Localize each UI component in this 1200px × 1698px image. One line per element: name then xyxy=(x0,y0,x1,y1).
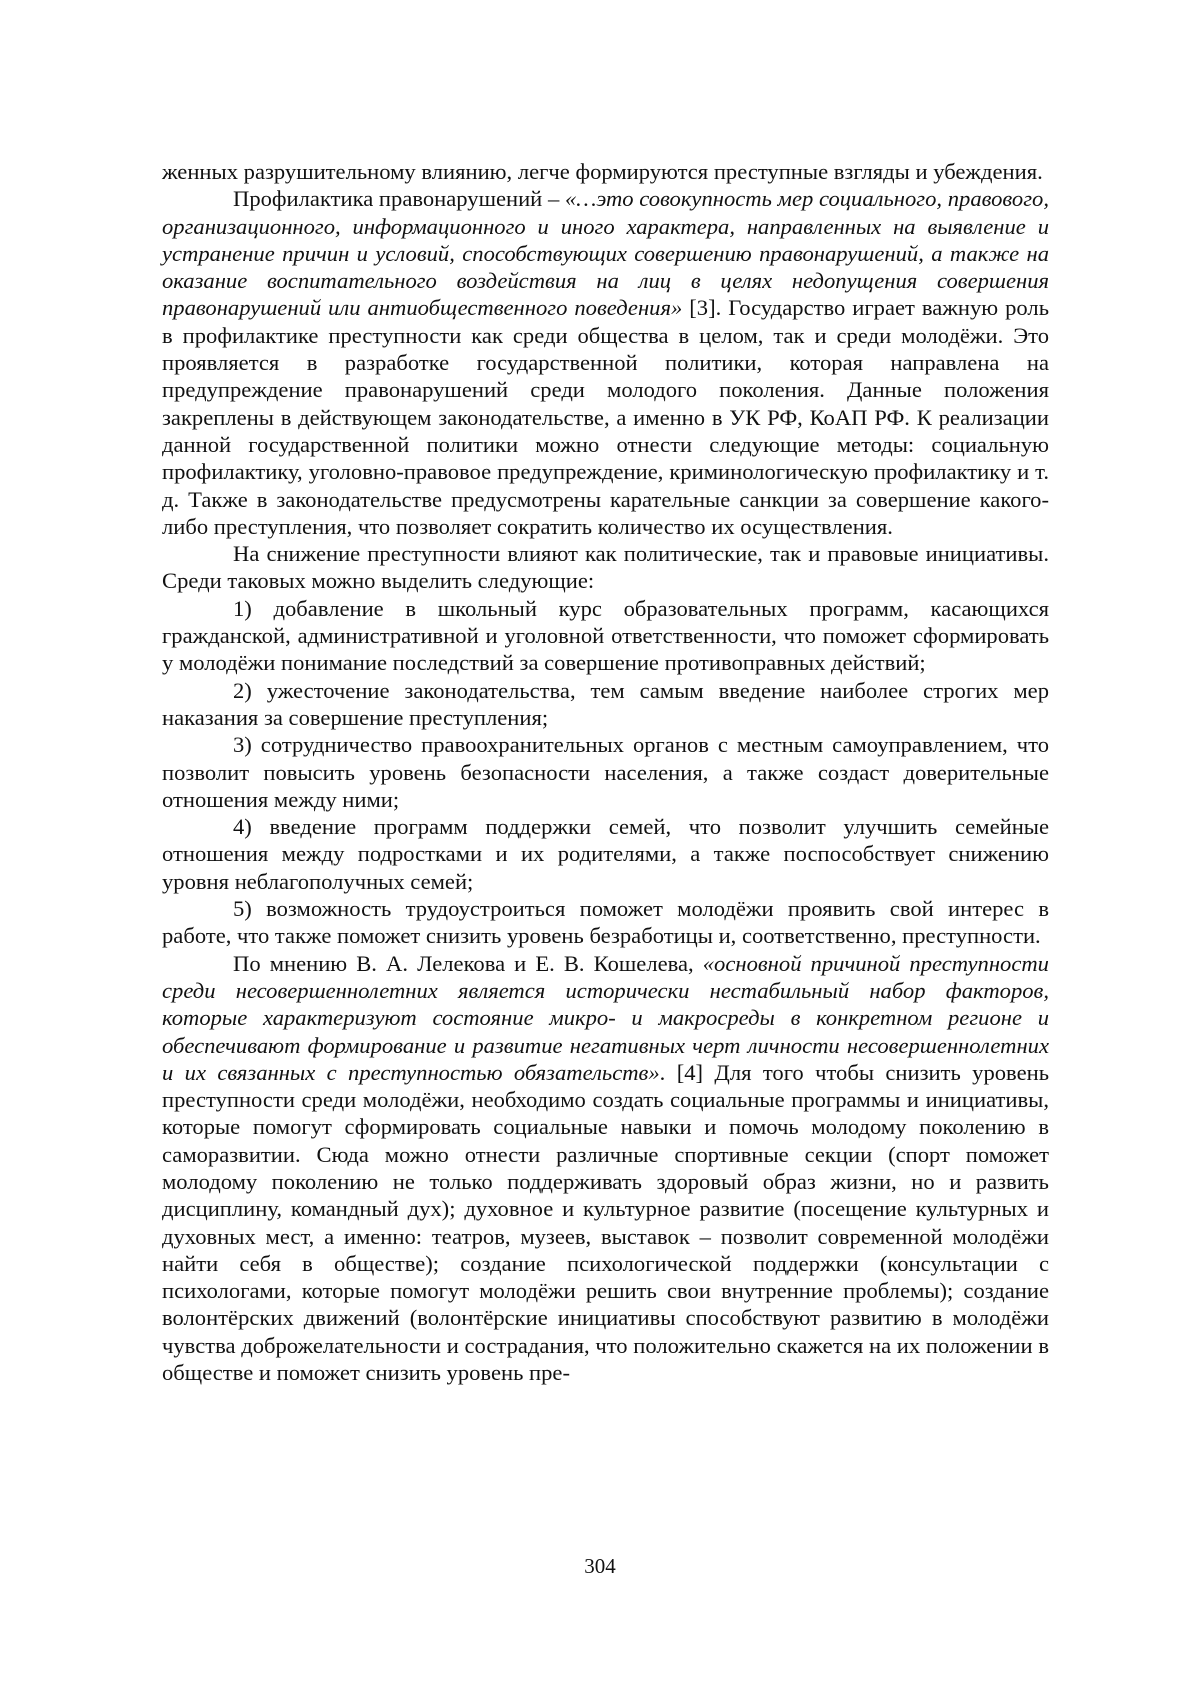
paragraph-tail: [3]. Государство играет важную роль в профилактике преступности как среди общества в целом, так и среди молодёжи. Это проявляется в разработке государственной политики, которая направлена на предупреждение правонарушений среди молодого поколения. Данные положения закреплены в действующем законодательстве, а именно в УК РФ, КоАП РФ. К реализации данной государственной политики можно отнести следующие методы: социальную профилактику, уголовно-правовое предупреждение, криминологическую профилактику и т. д. Также в законодательстве предусмотрены карательные санкции за совершение какого-либо преступления, что позволяет сократить количество их осуществления. xyxy=(162,295,1049,539)
definition-quote: «…это совокупность мер социального, правового, организационного, информационного и иного характера, направленных на выявление и устранение причин и условий, способствующих совершению правонарушений, а также на оказание воспитательного воздействия на лиц в целях недопущения совершения правонарушений или антиобщественного поведения» xyxy=(162,186,1049,321)
paragraph-prevention-definition xyxy=(162,185,1049,540)
paragraph-lead: По мнению В. А. Лелекова и Е. В. Кошелева, xyxy=(233,950,703,976)
list-item: 2) ужесточение законодательства, тем самым введение наиболее строгих мер наказания за совершение преступления; xyxy=(162,677,1049,730)
page-body xyxy=(162,158,1049,1386)
page-number: 304 xyxy=(584,1554,616,1578)
paragraph-lead: Профилактика правонарушений – xyxy=(233,186,565,212)
list-item: 3) сотрудничество правоохранительных органов с местным самоуправлением, что позволит повысить уровень безопасности населения, а также создаст доверительные отношения между ними; xyxy=(162,732,1049,812)
paragraph-authors-opinion xyxy=(162,950,1049,1387)
list-item: 1) добавление в школьный курс образовательных программ, касающихся гражданской, административной и уголовной ответственности, что поможет сформировать у молодёжи понимание последствий за совершение противоправных действий; xyxy=(162,595,1049,676)
authors-quote: «основной причиной преступности среди несовершеннолетних является исторически нестабильный набор факторов, которые характеризуют состояние микро- и макросреды в конкретном регионе и обеспечивают формирование и развитие негативных черт личности несовершеннолетних и их связанных с преступностью обязательств» xyxy=(162,950,1049,1085)
list-item: 4) введение программ поддержки семей, что позволит улучшить семейные отношения между подростками и их родителями, а также поспособствует снижению уровня неблагополучных семей; xyxy=(162,814,1049,894)
list-item: 5) возможность трудоустроиться поможет молодёжи проявить свой интерес в работе, что также поможет снизить уровень безработицы и, соответственно, преступности. xyxy=(162,896,1049,949)
paragraph-continuation: женных разрушительному влиянию, легче формируются преступные взгляды и убеждения. xyxy=(162,159,1043,184)
paragraph-initiatives-intro: На снижение преступности влияют как политические, так и правовые инициативы. Среди таковых можно выделить следующие: xyxy=(162,541,1049,594)
paragraph-tail: . [4] Для того чтобы снизить уровень преступности среди молодёжи, необходимо создать социальные программы и инициативы, которые помогут сформировать социальные навыки и помочь молодому поколению в саморазвитии. Сюда можно отнести различные спортивные секции (спорт поможет молодому поколению не только поддерживать здоровый образ жизни, но и развить дисциплину, командный дух); духовное и культурное развитие (посещение культурных и духовных мест, а именно: театров, музеев, выставок – позволит современной молодёжи найти себя в обществе); создание психологической поддержки (консультации с психологами, которые помогут молодёжи решить свои внутренние проблемы); создание волонтёрских движений (волонтёрские инициативы способствуют развитию в молодёжи чувства доброжелательности и сострадания, что положительно скажется на их положении в обществе и поможет снизить уровень пре- xyxy=(162,1059,1049,1386)
